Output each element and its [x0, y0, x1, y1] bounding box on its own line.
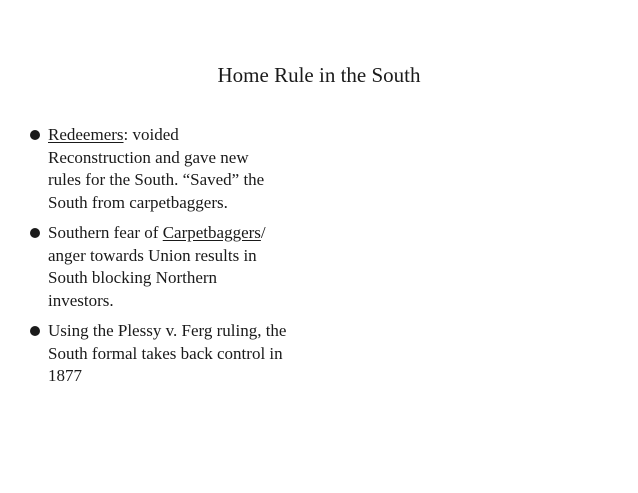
bullet-text: Southern fear of: [48, 223, 163, 242]
bullet-redeemers: [30, 124, 370, 214]
bullet-dot-icon: [30, 228, 40, 238]
bullet-line: South formal takes back control in: [48, 343, 283, 363]
bullet-line: investors.: [48, 290, 114, 310]
bullet-text: /: [260, 223, 266, 242]
term-carpetbaggers: Carpetbaggers: [162, 223, 261, 242]
bullet-line: anger towards Union results in: [48, 245, 257, 265]
bullet-list: [30, 124, 370, 396]
bullet-line: rules for the South. “Saved” the: [48, 170, 265, 189]
bullet-line: [48, 124, 370, 147]
bullet-line: Reconstruction and gave new: [48, 147, 249, 167]
bullet-plessy: [30, 320, 370, 388]
bullet-line: Using the Plessy v. Ferg ruling, the: [48, 321, 287, 340]
bullet-line: [48, 222, 370, 245]
bullet-line: South blocking Northern: [48, 268, 218, 287]
bullet-text: : voided: [123, 125, 179, 144]
bullet-line: South from carpetbaggers.: [48, 192, 228, 212]
bullet-dot-icon: [30, 326, 40, 336]
slide-title: Home Rule in the South: [217, 63, 421, 87]
term-redeemers: Redeemers: [48, 125, 124, 144]
bullet-carpetbaggers: [30, 222, 370, 312]
bullet-dot-icon: [30, 130, 40, 140]
bullet-line: 1877: [48, 366, 82, 385]
